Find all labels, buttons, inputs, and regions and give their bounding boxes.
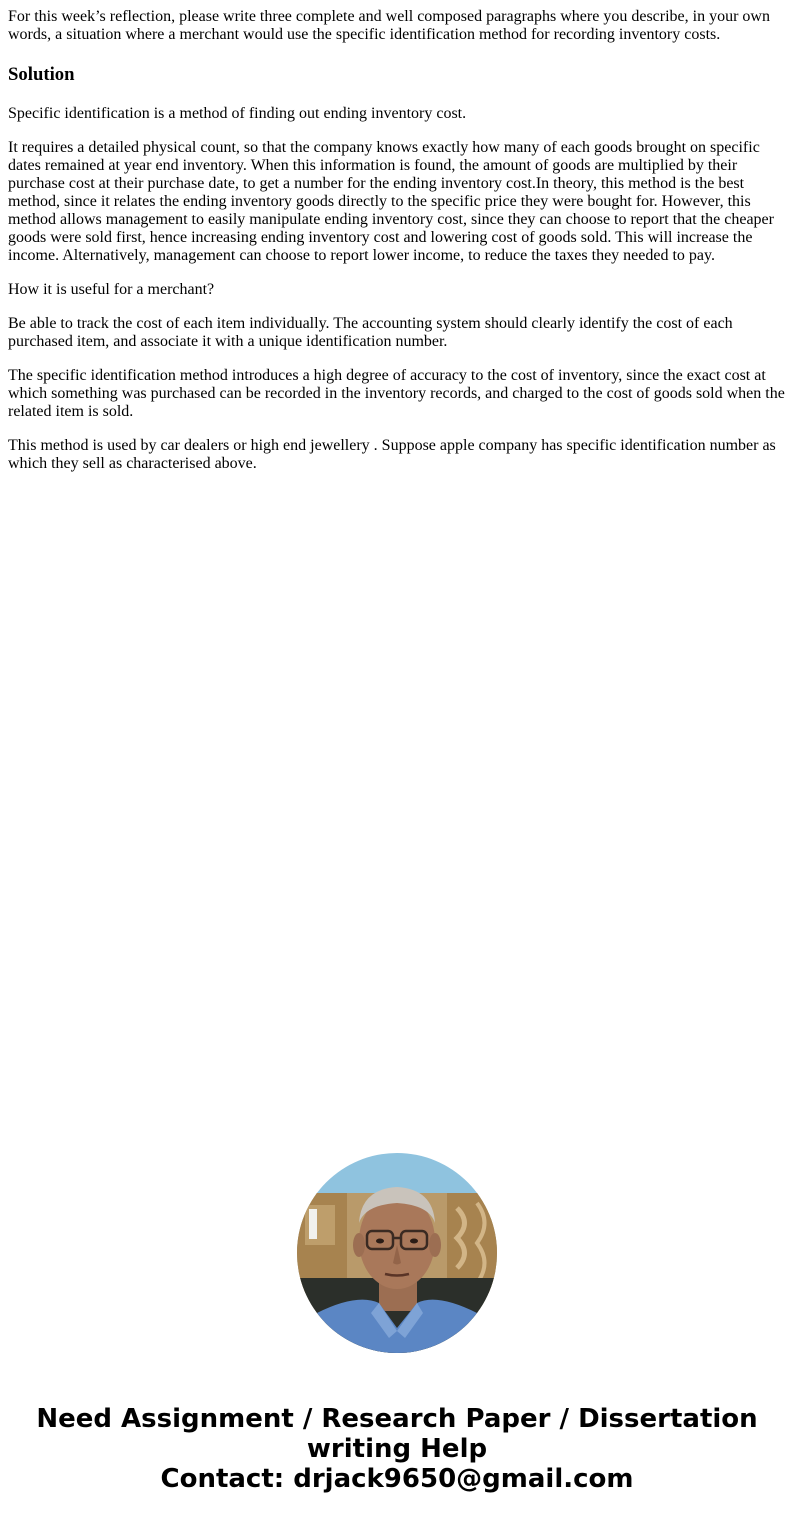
paragraph-definition: Specific identification is a method of finding out ending inventory cost. bbox=[8, 105, 467, 122]
paragraph-question: How it is useful for a merchant? bbox=[8, 281, 215, 298]
paragraph-accuracy: The specific identification method introduces a high degree of accuracy to the cost of inventory, since the exact cost at which something was purchased can be recorded in the inventory records, and charged to the cost of goods sold when the related item is sold. bbox=[8, 367, 785, 420]
contact-banner bbox=[0, 1404, 794, 1494]
banner-line-help: writing Help bbox=[306, 1434, 488, 1464]
author-avatar bbox=[297, 1153, 497, 1353]
question-text: For this week’s reflection, please write three complete and well composed paragraphs where you describe, in your own words, a situation where a merchant would use the specific identification method for recording inventory costs. bbox=[8, 8, 770, 43]
solution-heading: Solution bbox=[8, 64, 75, 85]
document-body bbox=[8, 8, 788, 473]
paragraph-tracking: Be able to track the cost of each item individually. The accounting system should clearly identify the cost of each purchased item, and associate it with a unique identification number. bbox=[8, 315, 733, 350]
paragraph-example: This method is used by car dealers or high end jewellery . Suppose apple company has specific identification number as which they sell as characterised above. bbox=[8, 437, 776, 472]
banner-line-contact: Contact: drjack9650@gmail.com bbox=[160, 1464, 634, 1494]
paragraph-explanation: It requires a detailed physical count, so that the company knows exactly how many of each goods brought on specific dates remained at year end inventory. When this information is found, the amount of goods are multiplied by their purchase cost at their purchase date, to get a number for the ending inventory cost.In theory, this method is the best method, since it relates the ending inventory goods directly to the specific price they were bought for. However, this method allows management to easily manipulate ending inventory cost, since they can choose to report that the cheaper goods were sold first, hence increasing ending inventory cost and lowering cost of goods sold. This will increase the income. Alternatively, management can choose to report lower income, to reduce the taxes they needed to pay. bbox=[8, 139, 774, 264]
banner-line-assignment: Need Assignment / Research Paper / Dissertation bbox=[36, 1404, 758, 1434]
author-portrait-image bbox=[297, 1153, 497, 1353]
